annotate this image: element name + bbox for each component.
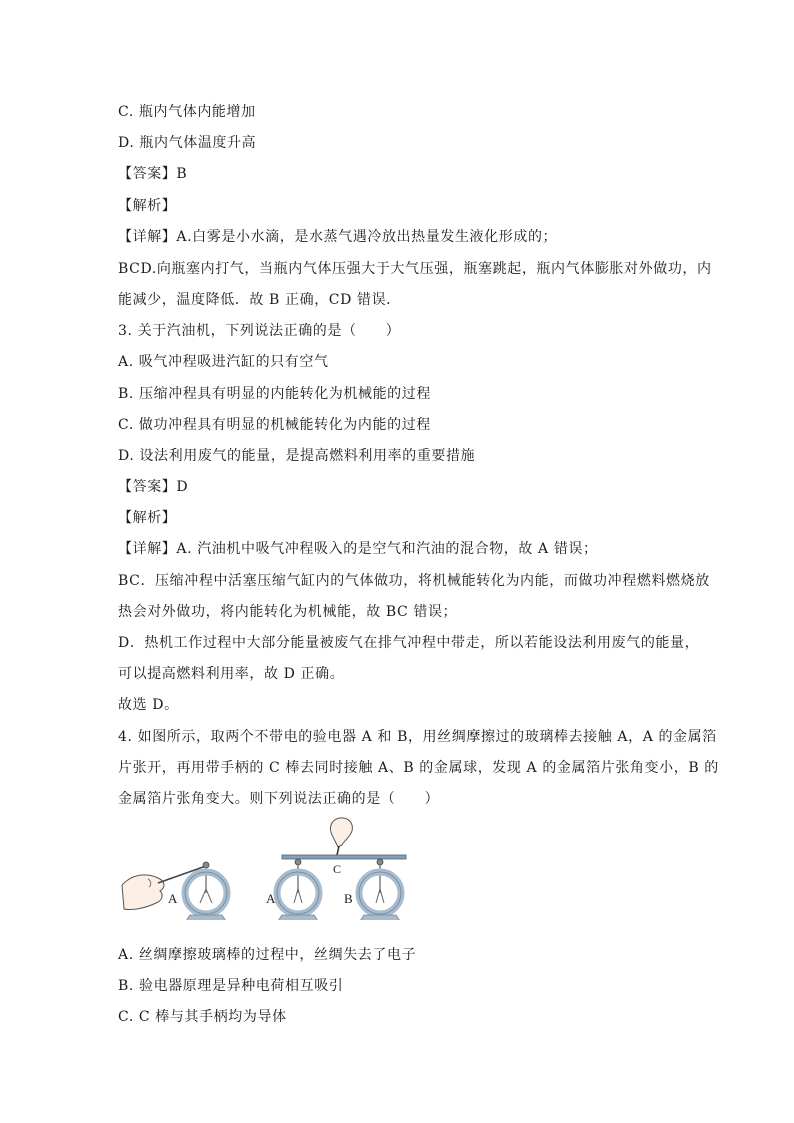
text-line: 片张开，再用带手柄的 C 棒去同时接触 A、B 的金属球，发现 A 的金属箔片张角变小，B 的 <box>118 760 719 776</box>
question-3: 3. 关于汽油机，下列说法正确的是（ ） <box>118 323 401 339</box>
question-4: 4. 如图所示，取两个不带电的验电器 A 和 B，用丝绸摩擦过的玻璃棒去接触 A，A 的金属箔 <box>118 729 717 745</box>
electroscope-figure <box>118 815 418 920</box>
text-line: 热会对外做功，将内能转化为机械能，故 BC 错误； <box>118 604 458 620</box>
label-a-right: A <box>266 891 276 906</box>
answer-label: 【答案】B <box>118 166 188 182</box>
option-line: A. 丝绸摩擦玻璃棒的过程中，丝绸失去了电子 <box>118 947 417 963</box>
option-line: D. 设法利用废气的能量，是提高燃料利用率的重要措施 <box>118 448 476 464</box>
answer-label: 【答案】D <box>118 479 189 495</box>
analysis-label: 【解析】 <box>118 510 177 526</box>
option-line: C. C 棒与其手柄均为导体 <box>118 1009 287 1025</box>
text-line: 故选 D。 <box>118 697 179 713</box>
option-line: B. 压缩冲程具有明显的内能转化为机械能的过程 <box>118 386 431 402</box>
electroscope-b <box>359 859 401 920</box>
hand-holding-c-rod <box>282 818 406 859</box>
option-line: B. 验电器原理是异种电荷相互吸引 <box>118 978 344 994</box>
text-line: 能减少，温度降低．故 B 正确，CD 错误． <box>118 292 401 308</box>
label-a-left: A <box>168 891 178 906</box>
label-c: C <box>333 862 342 876</box>
text-line: 【详解】A.白雾是小水滴，是水蒸气遇冷放出热量发生液化形成的； <box>118 229 558 245</box>
option-line: A. 吸气冲程吸进汽缸的只有空气 <box>118 354 329 370</box>
text-line: D．热机工作过程中大部分能量被废气在排气冲程中带走，所以若能设法利用废气的能量， <box>118 635 700 651</box>
text-line: 【详解】A. 汽油机中吸气冲程吸入的是空气和汽油的混合物，故 A 错误； <box>118 541 598 557</box>
electroscope-a-right <box>277 859 319 920</box>
label-b: B <box>344 891 353 906</box>
text-line: BCD.向瓶塞内打气，当瓶内气体压强大于大气压强，瓶塞跳起，瓶内气体膨胀对外做功，内 <box>118 261 712 277</box>
text-line: BC．压缩冲程中活塞压缩气缸内的气体做功，将机械能转化为内能，而做功冲程燃料燃烧放 <box>118 573 710 589</box>
text-line: 金属箔片张角变大。则下列说法正确的是（ ） <box>118 791 440 807</box>
text-line: C. 瓶内气体内能增加 <box>118 104 256 120</box>
text-line: 可以提高燃料利用率，故 D 正确。 <box>118 666 345 682</box>
option-line: C. 做功冲程具有明显的机械能转化为内能的过程 <box>118 417 431 433</box>
text-line: D. 瓶内气体温度升高 <box>118 135 257 151</box>
analysis-label: 【解析】 <box>118 198 177 214</box>
